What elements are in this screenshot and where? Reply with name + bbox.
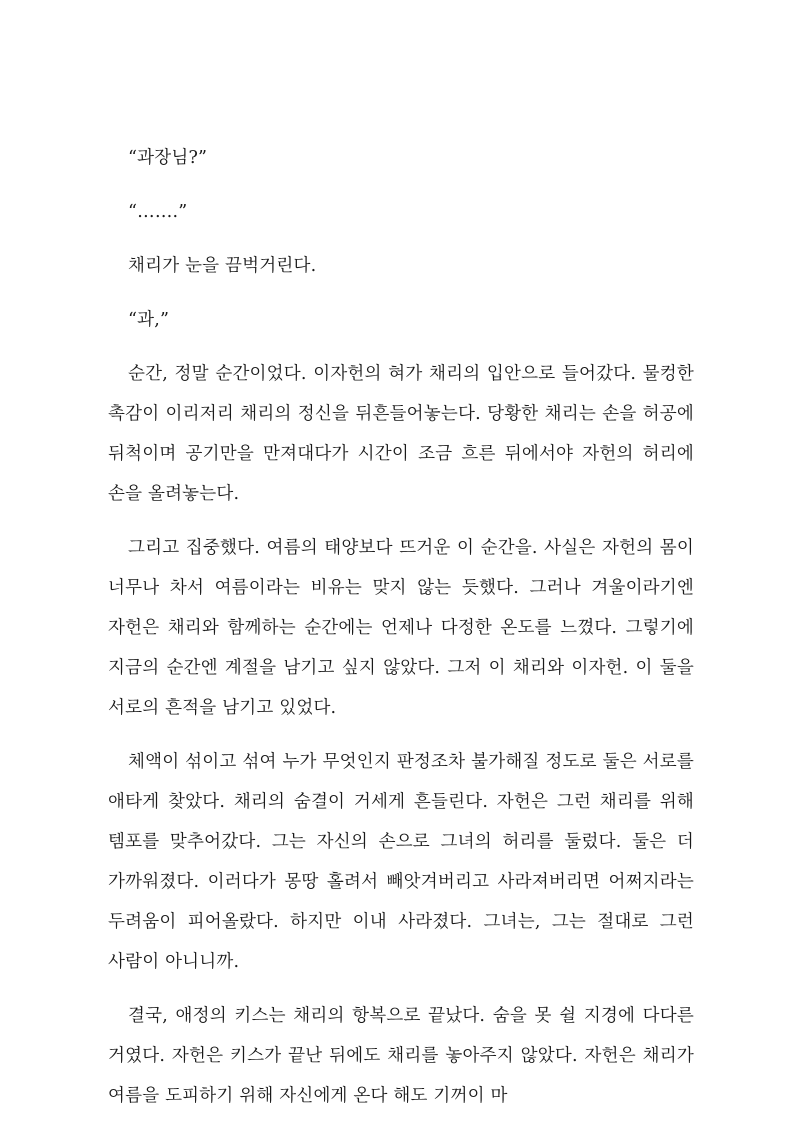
paragraph: 체액이 섞이고 섞여 누가 무엇인지 판정조차 불가해질 정도로 둘은 서로를 애타게 찾았다. 채리의 숨결이 거세게 흔들린다. 자헌은 그런 채리를 위해 템포를 맞추어갔다. 그는 자신의 손으로 그녀의 허리를 둘렀다. 둘은 더 가까워졌다. 이러다가 몽땅 홀려서 빼앗겨버리고 사라져버리면 어쩌지라는 두려움이 피어올랐다. 하지만 이내 사라졌다. 그녀는, 그는 절대로 그런 사람이 아니니까. [108,752,694,972]
paragraph: 결국, 애정의 키스는 채리의 항복으로 끝났다. 숨을 못 쉴 지경에 다다른 거였다. 자헌은 키스가 끝난 뒤에도 채리를 놓아주지 않았다. 자헌은 채리가 여름을 도피하기 위해 자신에게 온다 해도 기꺼이 마 [108,1006,694,1106]
paragraph: 순간, 정말 순간이었다. 이자헌의 혀가 채리의 입안으로 들어갔다. 물컹한 촉감이 이리저리 채리의 정신을 뒤흔들어놓는다. 당황한 채리는 손을 허공에 뒤척이며 공기만을 만져대다가 시간이 조금 흐른 뒤에서야 자헌의 허리에 손을 올려놓는다. [108,364,694,504]
dialogue-line: “과,” [128,310,170,330]
dialogue-line: “과장님?” [128,148,208,168]
dialogue-line: “…….” [128,202,188,222]
paragraph: 그리고 집중했다. 여름의 태양보다 뜨거운 이 순간을. 사실은 자헌의 몸이 너무나 차서 여름이라는 비유는 맞지 않는 듯했다. 그러나 겨울이라기엔 자헌은 채리와 함께하는 순간에는 언제나 다정한 온도를 느꼈다. 그렇기에 지금의 순간엔 계절을 남기고 싶지 않았다. 그저 이 채리와 이자헌. 이 둘을 서로의 흔적을 남기고 있었다. [108,538,694,718]
narration-line: 채리가 눈을 끔벅거린다. [128,256,317,276]
body-text [108,138,694,1116]
